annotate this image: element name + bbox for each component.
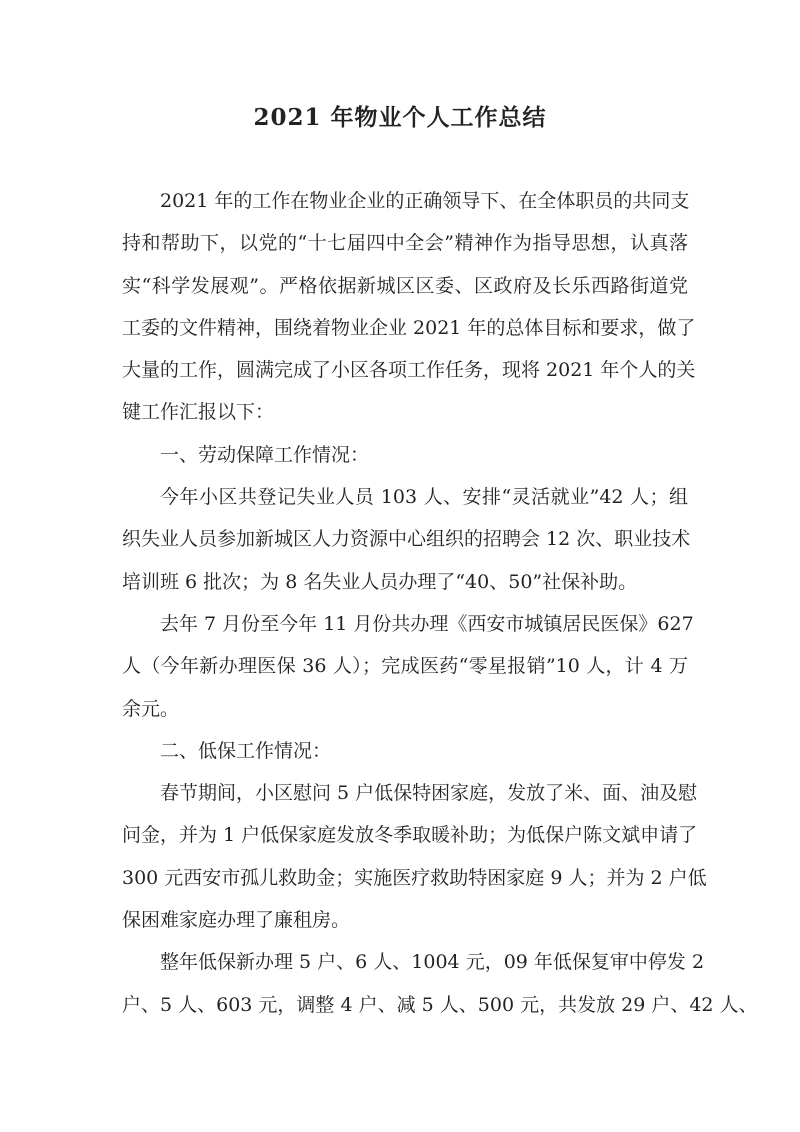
text-line: 大量的工作，圆满完成了小区各项工作任务，现将 2021 年个人的关 bbox=[122, 359, 696, 382]
section-heading-labor bbox=[122, 434, 688, 476]
text-line: 持和帮助下，以党的“十七届四中全会”精神作为指导思想，认真落 bbox=[122, 232, 688, 255]
paragraph-labor-insurance bbox=[122, 603, 694, 730]
text-line: 300 元西安市孤儿救助金；实施医疗救助特困家庭 9 人；并为 2 户低 bbox=[122, 866, 707, 889]
text-line: 培训班 6 批次；为 8 名失业人员办理了“40、50”社保补助。 bbox=[122, 570, 638, 593]
text-line: 二、低保工作情况： bbox=[160, 739, 332, 762]
section-heading-subsistence bbox=[122, 730, 688, 772]
text-line: 问金，并为 1 户低保家庭发放冬季取暖补助；为低保户陈文斌申请了 bbox=[122, 824, 698, 847]
text-line: 实“科学发展观”。严格依据新城区区委、区政府及长乐西路街道党 bbox=[122, 274, 688, 297]
text-line: 一、劳动保障工作情况： bbox=[160, 443, 370, 466]
text-line: 人（今年新办理医保 36 人）；完成医药“零星报销”10 人，计 4 万 bbox=[122, 655, 688, 678]
text-line: 去年 7 月份至今年 11 月份共办理《西安市城镇居民医保》627 bbox=[160, 612, 694, 635]
paragraph-labor-employment bbox=[122, 476, 691, 603]
text-line: 2021 年的工作在物业企业的正确领导下、在全体职员的共同支 bbox=[160, 190, 690, 212]
text-line: 余元。 bbox=[122, 697, 180, 720]
text-line: 保困难家庭办理了廉租房。 bbox=[122, 909, 351, 932]
text-line: 织失业人员参加新城区人力资源中心组织的招聘会 12 次、职业技术 bbox=[122, 528, 691, 551]
text-line: 今年小区共登记失业人员 103 人、安排“灵活就业”42 人；组 bbox=[160, 486, 688, 509]
document-title: 2021 年物业个人工作总结 bbox=[253, 104, 547, 131]
text-line: 工委的文件精神，围绕着物业企业 2021 年的总体目标和要求，做了 bbox=[122, 316, 696, 339]
paragraph-intro bbox=[122, 180, 696, 434]
text-line: 春节期间，小区慰问 5 户低保特困家庭，发放了米、面、油及慰 bbox=[160, 782, 698, 805]
paragraph-subsistence-relief bbox=[122, 772, 707, 941]
text-line: 整年低保新办理 5 户、6 人、1004 元，09 年低保复审中停发 2 bbox=[160, 951, 705, 974]
text-line: 户、5 人、603 元，调整 4 户、减 5 人、500 元，共发放 29 户、42 人、 bbox=[122, 993, 758, 1016]
paragraph-subsistence-stats bbox=[122, 941, 758, 1026]
document-body bbox=[122, 180, 758, 1026]
text-line: 键工作汇报以下： bbox=[122, 401, 275, 424]
